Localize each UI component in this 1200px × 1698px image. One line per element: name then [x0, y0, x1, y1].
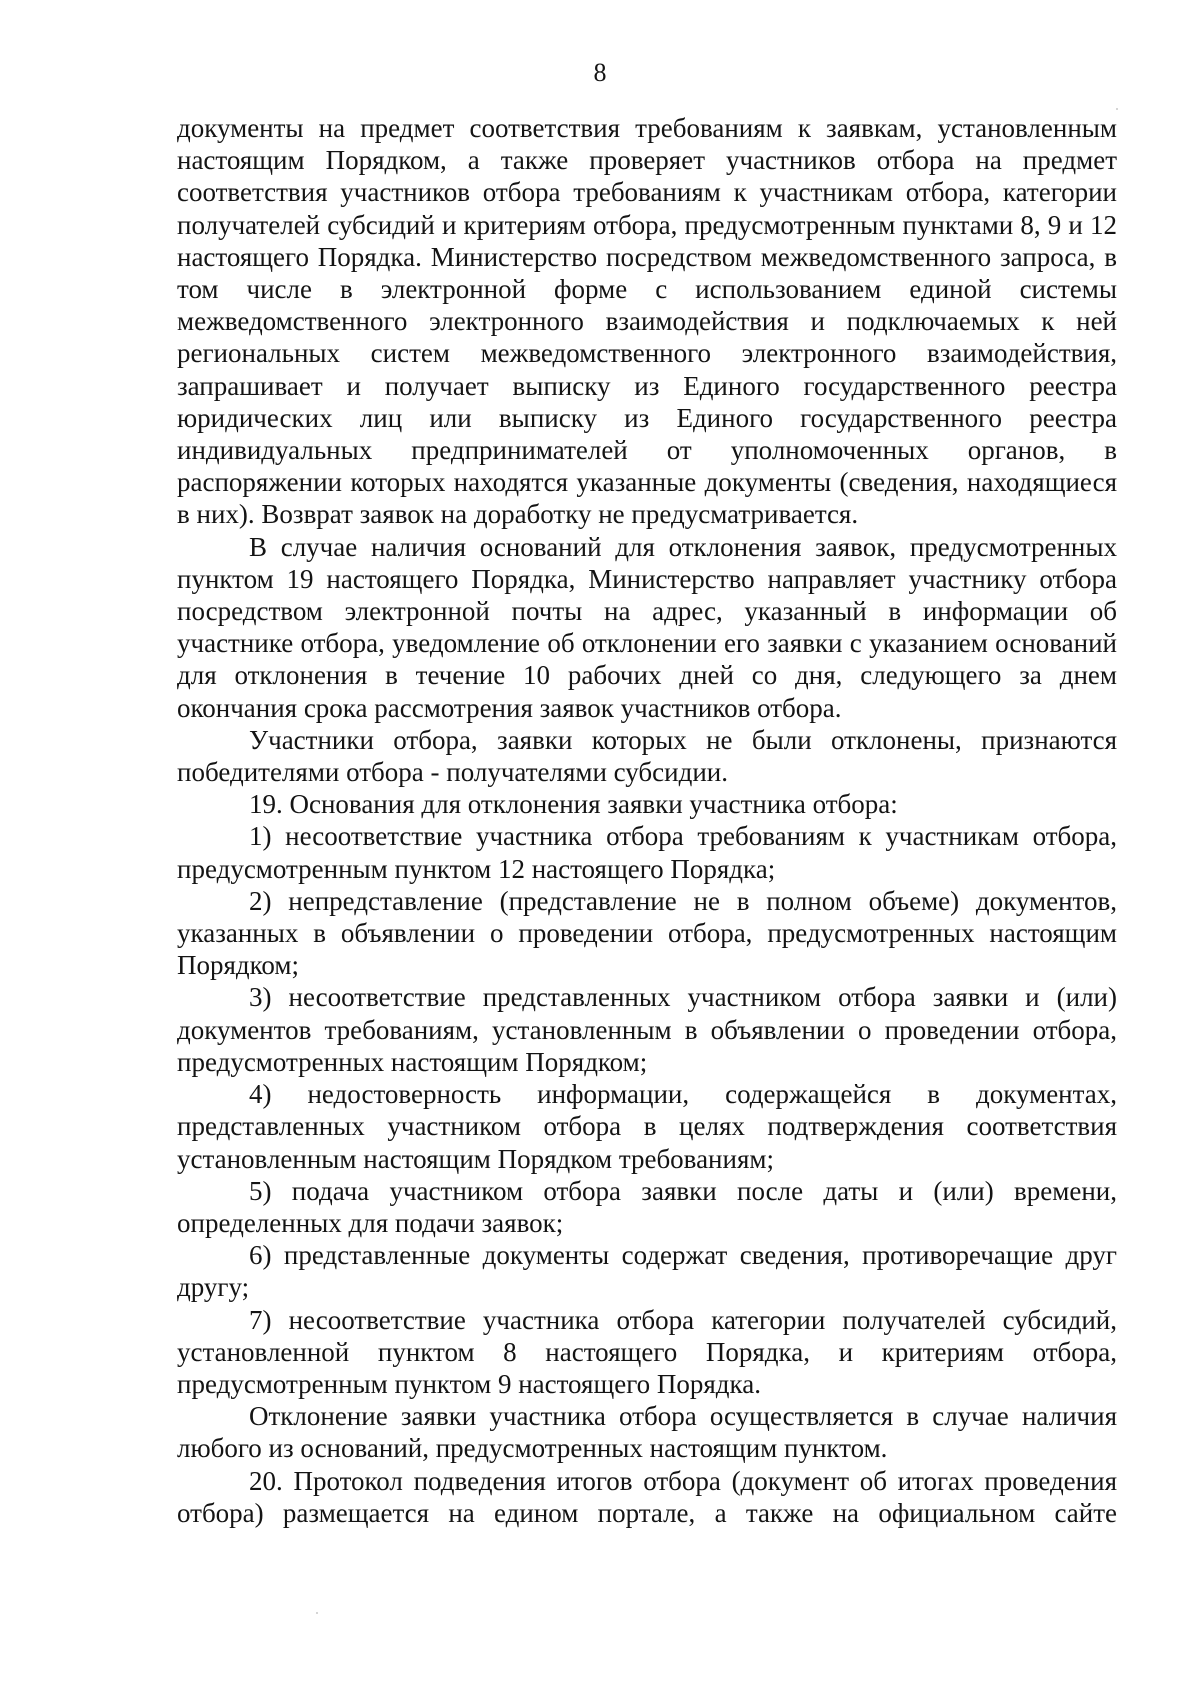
scan-speck — [1116, 108, 1118, 110]
paragraph-winners: Участники отбора, заявки которых не были отклонены, признаются победителями отбора - получателями субсидии. — [177, 724, 1117, 788]
paragraph-item-19-2: 2) непредставление (представление не в полном объеме) документов, указанных в объявлении о проведении отбора, предусмотренных настоящим Порядком; — [177, 885, 1117, 981]
page-number: 8 — [593, 58, 607, 87]
paragraph-item-19-4: 4) недостоверность информации, содержащейся в документах, представленных участником отбора в целях подтверждения соответствия установленным настоящим Порядком требованиям; — [177, 1079, 1117, 1174]
paragraph-item-20: 20. Протокол подведения итогов отбора (документ об итогах проведения отбора) размещается на едином портале, а также на официальном сайте — [177, 1465, 1117, 1528]
paragraph-item-19-3: 3) несоответствие представленных участником отбора заявки и (или) документов требованиям, установленным в объявлении о проведении отбора, предусмотренных настоящим Порядком; — [177, 982, 1117, 1077]
paragraph-item-19-5: 5) подача участником отбора заявки после даты и (или) времени, определенных для подачи заявок; — [177, 1175, 1117, 1238]
paragraph-rejection-notice: В случае наличия оснований для отклонения заявок, предусмотренных пунктом 19 настоящего Порядка, Министерство направляет участнику отбора посредством электронной почты на адрес, указанный в информации об участнике отбора, уведомление об отклонении его заявки с указанием оснований для отклонения в течение 10 рабочих дней со дня, следующего за днем окончания срока рассмотрения заявок участников отбора. — [177, 531, 1117, 723]
paragraph-continuation: документы на предмет соответствия требованиям к заявкам, установленным настоящим Порядком, а также проверяет участников отбора на предмет соответствия участников отбора требованиям к участникам отбора, категории получателей субсидий и критериям отбора, предусмотренным пунктами 8, 9 и 12 настоящего Порядка. Министерство посредством межведомственного запроса, в том числе в электронной форме с использованием единой системы межведомственного электронного взаимодействия и подключаемых к ней региональных систем межведомственного электронного взаимодействия, запрашивает и получает выписку из Единого государственного реестра юридических лиц или выписку из Единого государственного реестра индивидуальных предпринимателей от уполномоченных органов, в распоряжении которых находятся указанные документы (сведения, находящиеся в них). Возврат заявок на доработку не предусматривается. — [177, 113, 1117, 530]
paragraph-rejection-rule: Отклонение заявки участника отбора осуществляется в случае наличия любого из оснований, предусмотренных настоящим пунктом. — [177, 1401, 1117, 1464]
paragraph-item-19-7: 7) несоответствие участника отбора категории получателей субсидий, установленной пунктом 8 настоящего Порядка, и критериям отбора, предусмотренным пунктом 9 настоящего Порядка. — [177, 1304, 1117, 1399]
paragraph-item-19-1: 1) несоответствие участника отбора требованиям к участникам отбора, предусмотренным пунктом 12 настоящего Порядка; — [177, 821, 1117, 884]
scan-speck — [316, 1612, 318, 1614]
paragraph-item-19-heading: 19. Основания для отклонения заявки участника отбора: — [249, 789, 898, 820]
document-body — [177, 112, 1117, 1529]
paragraph-item-19-6: 6) представленные документы содержат сведения, противоречащие друг другу; — [177, 1240, 1117, 1303]
